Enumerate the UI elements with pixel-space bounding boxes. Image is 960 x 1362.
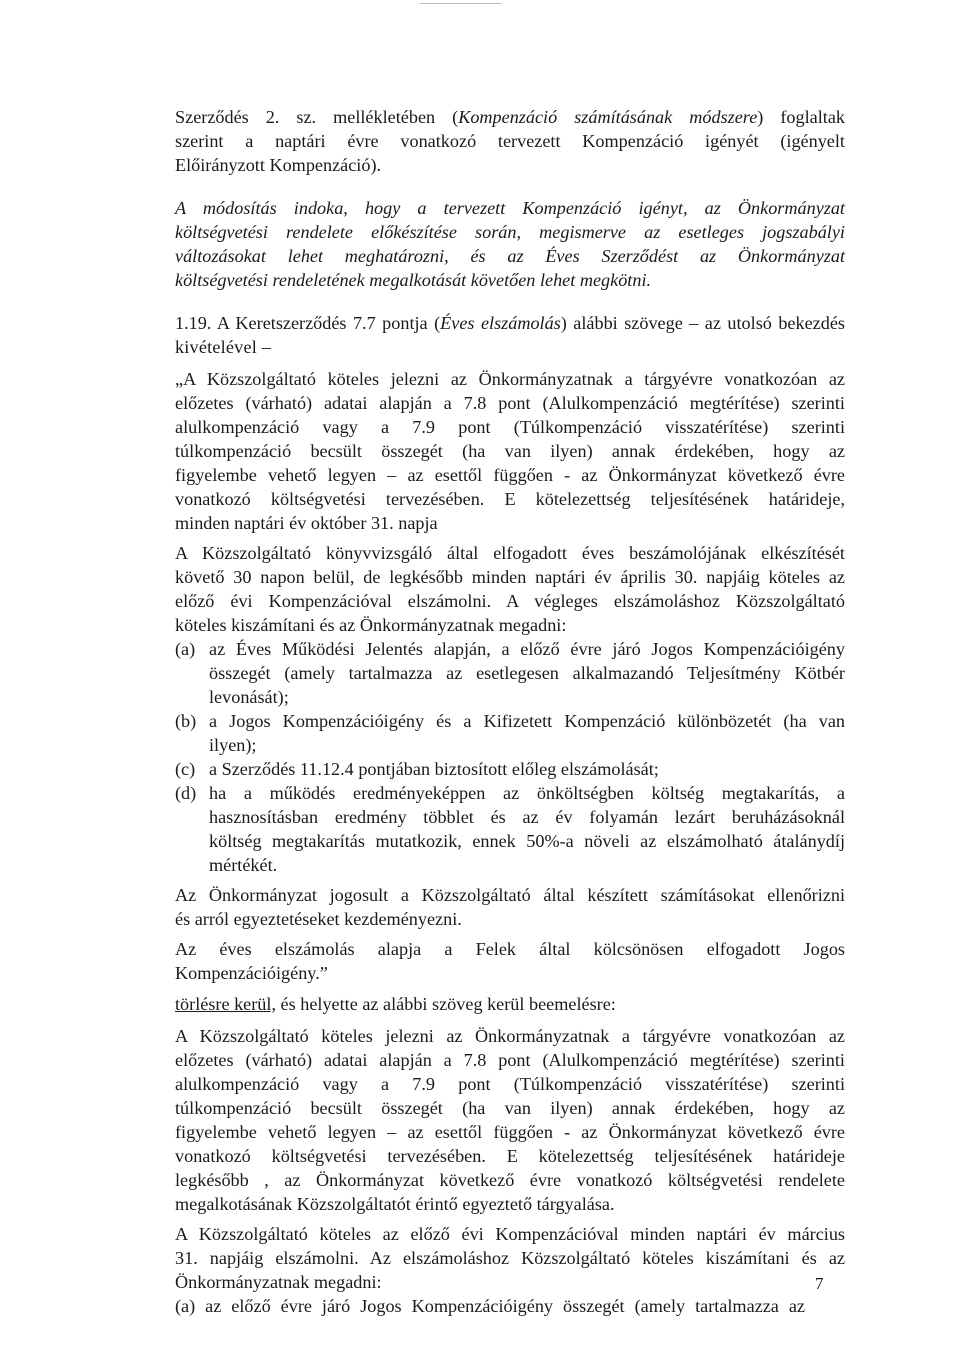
section-heading [175,312,845,336]
new-text-line: Önkormányzatnak megadni: [175,1272,382,1292]
paragraph-line: Előirányzott Kompenzáció). [175,155,382,175]
rationale-line: költségvetési rendelete előkészítése során, megismerve az esetleges jogszabályi [175,222,845,242]
italic-text: Éves elszámolás [440,313,561,333]
page-number: 7 [815,1274,824,1293]
new-text-line: figyelembe vehető legyen – az esettől függően - az Önkormányzat következő évre [175,1122,845,1142]
replacement-notice [175,993,845,1017]
new-text-line: alulkompenzáció vagy a 7.9 pont (Túlkompenzáció visszatérítése) szerinti [175,1074,845,1094]
new-text-line: túlkompenzáció becsült összegét (ha van ilyen) annak érdekében, hogy az [175,1098,845,1118]
new-text-line: A Közszolgáltató köteles jelezni az Önkormányzatnak a tárgyévre vonatkozóan az [175,1026,845,1046]
text-run: és helyette az alábbi szöveg kerül beemelésre: [276,994,616,1014]
new-text-line: megalkotásának Közszolgáltatót érintő egyeztető tárgyalása. [175,1194,615,1214]
rationale-line: változásokat lehet meghatározni, és az Éves Szerződést az Önkormányzat [175,246,845,266]
rationale-line: költségvetési rendeletének megalkotását követően lehet megkötni. [175,270,652,290]
list-marker: (c) [175,759,196,779]
quoted-line: alulkompenzáció vagy a 7.9 pont (Túlkompenzáció visszatérítése) szerinti [175,417,845,437]
quoted-line: Az Önkormányzat jogosult a Közszolgáltató által készített számításokat ellenőrizni [175,885,845,905]
list-item-line: ha a működés eredményeképpen az önköltségben költség megtakarítás, a [209,783,845,803]
new-text-line: legkésőbb , az Önkormányzat következő évre vonatkozó költségvetési rendelete [175,1170,845,1190]
paragraph-line [175,106,845,130]
italic-text: Kompenzáció számításának módszere [458,107,758,127]
list-item-line: költség megtakarítás mutatkozik, ennek 50%-a növeli az elszámolható átalánydíj [209,831,845,851]
new-text-line: előzetes (várható) adatai alapján a 7.8 pont (Alulkompenzáció megtérítése) szerinti [175,1050,845,1070]
text-run: ) alábbi szövege – az utolsó bekezdés [560,313,845,333]
quoted-line: vonatkozó költségvetési tervezésében. E kötelezettség teljesítésének határideje, [175,489,845,509]
text-run: ) foglaltak [757,107,845,127]
quoted-line: előző évi Kompenzációval elszámolni. A végleges elszámoláshoz Közszolgáltató [175,591,845,611]
section-heading-cont: kivételével – [175,337,272,357]
list-item-line: az Éves Működési Jelentés alapján, a előző évre járó Jogos Kompenzációigény [209,639,845,659]
list-marker: (a) [175,639,196,659]
text-run: 1.19. A Keretszerződés 7.7 pontja ( [175,313,441,333]
quoted-line: Az éves elszámolás alapja a Felek által kölcsönösen elfogadott Jogos [175,939,845,959]
list-item-line: levonását); [209,687,289,707]
quoted-line: és arról egyeztetéseket kezdeményezni. [175,909,462,929]
text-run: Szerződés 2. sz. mellékletében ( [175,107,459,127]
list-item-line: összegét (amely tartalmazza az esetlegesen alkalmazandó Teljesítmény Kötbér [209,663,845,683]
paragraph-line: szerint a naptári évre vonatkozó tervezett Kompenzáció igényét (igényelt [175,131,845,151]
quoted-line: Kompenzációigény.” [175,963,328,983]
new-text-line: A Közszolgáltató köteles az előző évi Kompenzációval minden naptári év március [175,1224,845,1244]
quoted-line: A Közszolgáltató könyvvizsgáló által elfogadott éves beszámolójának elkészítését [175,543,845,563]
list-marker: (d) [175,783,197,803]
rationale-line: A módosítás indoka, hogy a tervezett Kompenzáció igényt, az Önkormányzat [175,198,845,218]
quoted-line: előzetes (várható) adatai alapján a 7.8 pont (Alulkompenzáció megtérítése) szerinti [175,393,845,413]
quoted-line: figyelembe vehető legyen – az esettől függően - az Önkormányzat következő évre [175,465,845,485]
list-item-line: ilyen); [209,735,257,755]
quoted-line: követő 30 napon belül, de legkésőbb minden naptári év április 30. napjáig köteles az [175,567,845,587]
underlined-text: törlésre kerül, [175,994,276,1014]
list-marker: (b) [175,711,197,731]
new-text-line: vonatkozó költségvetési tervezésében. E kötelezettség teljesítésének határideje [175,1146,845,1166]
quoted-line: minden naptári év október 31. napja [175,513,438,533]
quoted-line: túlkompenzáció becsült összegét (ha van ilyen) annak érdekében, hogy az [175,441,845,461]
quoted-line: köteles kiszámítani és az Önkormányzatnak megadni: [175,615,567,635]
new-text-line: (a) az előző évre járó Jogos Kompenzációigény összegét (amely tartalmazza az [175,1296,805,1316]
list-item-line: hasznosításban eredmény többlet és az év folyamán lezárt beruházásoknál [209,807,845,827]
top-rule [420,3,502,4]
list-item-line: a Jogos Kompenzációigény és a Kifizetett Kompenzáció különbözetét (ha van [209,711,845,731]
list-item-line: a Szerződés 11.12.4 pontjában biztosított előleg elszámolását; [209,759,659,779]
quoted-line: „A Közszolgáltató köteles jelezni az Önkormányzatnak a tárgyévre vonatkozóan az [175,369,845,389]
new-text-line: 31. napjáig elszámolni. Az elszámoláshoz Közszolgáltató köteles kiszámítani és az [175,1248,845,1268]
list-item-line: mértékét. [209,855,278,875]
